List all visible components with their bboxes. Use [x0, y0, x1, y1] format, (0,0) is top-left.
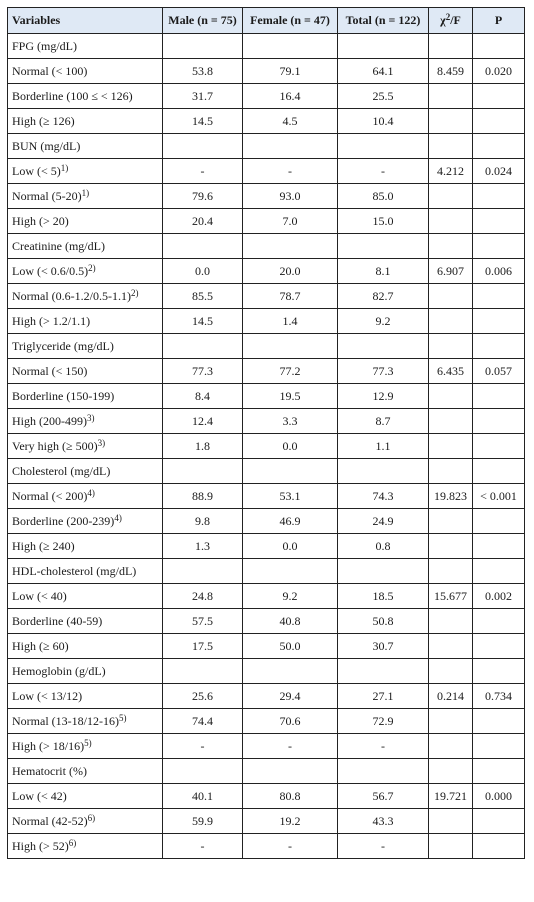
p-value: 0.020: [473, 59, 525, 84]
female-value: 0.0: [243, 534, 338, 559]
total-value: 50.8: [338, 609, 429, 634]
row-label-cell: [8, 59, 163, 84]
p-value: [473, 834, 525, 859]
row-label-cell: [8, 484, 163, 509]
male-value: 24.8: [163, 584, 243, 609]
p-value: 0.024: [473, 159, 525, 184]
table-row: [8, 609, 525, 634]
male-value: 79.6: [163, 184, 243, 209]
total-value: 8.7: [338, 409, 429, 434]
row-label: Normal (0.6-1.2/0.5-1.1): [12, 288, 131, 303]
row-label: Low (< 42): [12, 788, 67, 803]
table-row: [8, 784, 525, 809]
total-value: 56.7: [338, 784, 429, 809]
row-label: Borderline (100 ≤ < 126): [12, 88, 133, 103]
empty-cell: [243, 134, 338, 159]
chi-f-value: [429, 184, 473, 209]
header-female: Female (n = 47): [243, 8, 338, 34]
row-label-cell: [8, 284, 163, 309]
total-value: 43.3: [338, 809, 429, 834]
chi-f-value: [429, 634, 473, 659]
row-label-cell: [8, 309, 163, 334]
chi-f-value: 6.435: [429, 359, 473, 384]
table-row: [8, 59, 525, 84]
footnote-marker: 4): [114, 512, 122, 523]
p-value: [473, 284, 525, 309]
empty-cell: [429, 659, 473, 684]
p-value: < 0.001: [473, 484, 525, 509]
male-value: 40.1: [163, 784, 243, 809]
footnote-marker: 3): [87, 412, 95, 423]
female-value: 19.2: [243, 809, 338, 834]
table-row: [8, 434, 525, 459]
total-value: 9.2: [338, 309, 429, 334]
empty-cell: [473, 759, 525, 784]
chi-f-value: [429, 434, 473, 459]
chi-f-value: 4.212: [429, 159, 473, 184]
row-label: High (200-499): [12, 413, 87, 428]
female-value: 29.4: [243, 684, 338, 709]
table-row: [8, 534, 525, 559]
female-value: 4.5: [243, 109, 338, 134]
row-label-cell: [8, 784, 163, 809]
row-label: High (≥ 126): [12, 113, 75, 128]
male-value: 8.4: [163, 384, 243, 409]
group-row: [8, 34, 525, 59]
p-value: [473, 109, 525, 134]
empty-cell: [338, 559, 429, 584]
total-value: 64.1: [338, 59, 429, 84]
row-label-cell: [8, 634, 163, 659]
total-value: 85.0: [338, 184, 429, 209]
group-row: [8, 334, 525, 359]
empty-cell: [163, 659, 243, 684]
male-value: 1.3: [163, 534, 243, 559]
row-label-cell: [8, 359, 163, 384]
footnote-marker: 4): [87, 487, 95, 498]
empty-cell: [338, 34, 429, 59]
male-value: 57.5: [163, 609, 243, 634]
empty-cell: [338, 659, 429, 684]
total-value: 10.4: [338, 109, 429, 134]
chi-f-value: [429, 834, 473, 859]
chi-f-value: [429, 809, 473, 834]
male-value: 9.8: [163, 509, 243, 534]
footnote-marker: 1): [81, 187, 90, 198]
female-value: 70.6: [243, 709, 338, 734]
chi-symbol: χ: [440, 13, 446, 27]
male-value: -: [163, 734, 243, 759]
total-value: 18.5: [338, 584, 429, 609]
p-value: 0.734: [473, 684, 525, 709]
empty-cell: [473, 134, 525, 159]
male-value: 14.5: [163, 309, 243, 334]
row-label-cell: [8, 709, 163, 734]
empty-cell: [243, 334, 338, 359]
table-row: [8, 84, 525, 109]
group-label: BUN (mg/dL): [8, 134, 163, 159]
table-row: [8, 384, 525, 409]
female-value: 40.8: [243, 609, 338, 634]
header-total: Total (n = 122): [338, 8, 429, 34]
row-label-cell: [8, 809, 163, 834]
total-value: 24.9: [338, 509, 429, 534]
p-value: [473, 609, 525, 634]
row-label-cell: [8, 409, 163, 434]
empty-cell: [429, 334, 473, 359]
female-value: 16.4: [243, 84, 338, 109]
p-value: [473, 184, 525, 209]
row-label: Normal (< 100): [12, 63, 88, 78]
female-value: 79.1: [243, 59, 338, 84]
table-row: [8, 709, 525, 734]
male-value: 53.8: [163, 59, 243, 84]
footnote-marker: 6): [68, 837, 77, 848]
p-value: 0.006: [473, 259, 525, 284]
row-label-cell: [8, 209, 163, 234]
empty-cell: [243, 459, 338, 484]
group-row: [8, 134, 525, 159]
row-label-cell: [8, 384, 163, 409]
empty-cell: [243, 659, 338, 684]
table-row: [8, 684, 525, 709]
chi-f-value: 19.823: [429, 484, 473, 509]
empty-cell: [163, 459, 243, 484]
p-value: [473, 509, 525, 534]
footnote-marker: 5): [118, 712, 127, 723]
empty-cell: [473, 559, 525, 584]
empty-cell: [243, 759, 338, 784]
footnote-marker: 5): [84, 737, 92, 748]
table-row: [8, 259, 525, 284]
footnote-marker: 3): [97, 437, 106, 448]
table-row: [8, 734, 525, 759]
row-label: Normal (5-20): [12, 188, 82, 203]
female-value: 7.0: [243, 209, 338, 234]
row-label: Borderline (40-59): [12, 613, 103, 628]
empty-cell: [429, 759, 473, 784]
table-row: [8, 309, 525, 334]
total-value: -: [338, 834, 429, 859]
chi-f-value: [429, 509, 473, 534]
table-row: [8, 409, 525, 434]
header-variables: Variables: [8, 8, 163, 34]
empty-cell: [163, 134, 243, 159]
row-label-cell: [8, 584, 163, 609]
female-value: -: [243, 834, 338, 859]
chi-f-value: [429, 384, 473, 409]
empty-cell: [243, 34, 338, 59]
row-label: Normal (< 150): [12, 363, 88, 378]
p-value: [473, 534, 525, 559]
empty-cell: [429, 459, 473, 484]
group-label: FPG (mg/dL): [8, 34, 163, 59]
female-value: 9.2: [243, 584, 338, 609]
footnote-marker: 1): [60, 162, 69, 173]
female-value: 20.0: [243, 259, 338, 284]
chi-f-value: [429, 284, 473, 309]
p-value: [473, 634, 525, 659]
total-value: -: [338, 734, 429, 759]
table-row: [8, 634, 525, 659]
row-label: Normal (< 200): [12, 488, 88, 503]
table-row: [8, 209, 525, 234]
row-label: High (> 18/16): [12, 738, 85, 753]
male-value: 0.0: [163, 259, 243, 284]
total-value: 25.5: [338, 84, 429, 109]
female-value: -: [243, 734, 338, 759]
male-value: 25.6: [163, 684, 243, 709]
header-chi-square: [429, 8, 473, 34]
row-label: High (≥ 60): [12, 638, 69, 653]
p-value: [473, 434, 525, 459]
empty-cell: [338, 759, 429, 784]
chi-f-value: 19.721: [429, 784, 473, 809]
chi-f-value: [429, 734, 473, 759]
p-value: 0.057: [473, 359, 525, 384]
male-value: 20.4: [163, 209, 243, 234]
row-label-cell: [8, 834, 163, 859]
p-value: 0.002: [473, 584, 525, 609]
row-label: Low (< 40): [12, 588, 67, 603]
female-value: 0.0: [243, 434, 338, 459]
female-value: 93.0: [243, 184, 338, 209]
male-value: 17.5: [163, 634, 243, 659]
chi-tail: /F: [450, 13, 461, 27]
row-label: Low (< 0.6/0.5): [12, 263, 89, 278]
empty-cell: [429, 559, 473, 584]
row-label-cell: [8, 84, 163, 109]
male-value: 31.7: [163, 84, 243, 109]
chi-f-value: [429, 84, 473, 109]
row-label: Normal (13-18/12-16): [12, 713, 119, 728]
total-value: 77.3: [338, 359, 429, 384]
row-label: Borderline (200-239): [12, 513, 115, 528]
female-value: 50.0: [243, 634, 338, 659]
row-label-cell: [8, 534, 163, 559]
table-row: [8, 184, 525, 209]
female-value: 78.7: [243, 284, 338, 309]
male-value: 12.4: [163, 409, 243, 434]
male-value: 77.3: [163, 359, 243, 384]
table-body: [8, 34, 525, 859]
group-label: Creatinine (mg/dL): [8, 234, 163, 259]
chi-f-value: [429, 309, 473, 334]
row-label-cell: [8, 109, 163, 134]
chi-f-value: 6.907: [429, 259, 473, 284]
chi-f-value: [429, 709, 473, 734]
group-row: [8, 234, 525, 259]
row-label-cell: [8, 434, 163, 459]
row-label: Borderline (150-199): [12, 388, 115, 403]
empty-cell: [338, 134, 429, 159]
row-label: Very high (≥ 500): [12, 438, 98, 453]
female-value: 3.3: [243, 409, 338, 434]
row-label-cell: [8, 684, 163, 709]
male-value: 14.5: [163, 109, 243, 134]
empty-cell: [338, 459, 429, 484]
p-value: [473, 709, 525, 734]
chi-f-value: [429, 209, 473, 234]
p-value: [473, 309, 525, 334]
empty-cell: [163, 34, 243, 59]
row-label: High (> 1.2/1.1): [12, 313, 91, 328]
row-label: High (≥ 240): [12, 538, 75, 553]
total-value: 27.1: [338, 684, 429, 709]
chi-f-value: 15.677: [429, 584, 473, 609]
empty-cell: [429, 234, 473, 259]
p-value: [473, 734, 525, 759]
row-label: Normal (42-52): [12, 813, 88, 828]
male-value: -: [163, 159, 243, 184]
row-label: Low (< 5): [12, 163, 61, 178]
chi-f-value: [429, 534, 473, 559]
table-row: [8, 359, 525, 384]
total-value: 72.9: [338, 709, 429, 734]
table-row: [8, 809, 525, 834]
total-value: 74.3: [338, 484, 429, 509]
table-row: [8, 584, 525, 609]
footnote-marker: 2): [130, 287, 139, 298]
table-row: [8, 834, 525, 859]
total-value: 30.7: [338, 634, 429, 659]
chi-f-value: 8.459: [429, 59, 473, 84]
header-row: [8, 8, 525, 34]
chi-f-value: [429, 609, 473, 634]
male-value: -: [163, 834, 243, 859]
female-value: 46.9: [243, 509, 338, 534]
male-value: 85.5: [163, 284, 243, 309]
p-value: 0.000: [473, 784, 525, 809]
group-label: HDL-cholesterol (mg/dL): [8, 559, 163, 584]
row-label: High (> 52): [12, 838, 69, 853]
p-value: [473, 84, 525, 109]
total-value: -: [338, 159, 429, 184]
table-row: [8, 509, 525, 534]
empty-cell: [163, 759, 243, 784]
row-label-cell: [8, 184, 163, 209]
female-value: 1.4: [243, 309, 338, 334]
group-label: Cholesterol (mg/dL): [8, 459, 163, 484]
male-value: 1.8: [163, 434, 243, 459]
female-value: 19.5: [243, 384, 338, 409]
row-label-cell: [8, 509, 163, 534]
group-row: [8, 459, 525, 484]
empty-cell: [163, 334, 243, 359]
empty-cell: [163, 234, 243, 259]
total-value: 8.1: [338, 259, 429, 284]
row-label: High (> 20): [12, 213, 69, 228]
group-row: [8, 559, 525, 584]
p-value: [473, 209, 525, 234]
chi-f-value: 0.214: [429, 684, 473, 709]
header-male: Male (n = 75): [163, 8, 243, 34]
table-row: [8, 484, 525, 509]
results-table: [7, 7, 525, 859]
group-row: [8, 659, 525, 684]
row-label-cell: [8, 734, 163, 759]
empty-cell: [473, 234, 525, 259]
male-value: 59.9: [163, 809, 243, 834]
row-label-cell: [8, 609, 163, 634]
empty-cell: [473, 334, 525, 359]
p-value: [473, 809, 525, 834]
chi-f-value: [429, 109, 473, 134]
table-row: [8, 109, 525, 134]
total-value: 15.0: [338, 209, 429, 234]
table-row: [8, 159, 525, 184]
empty-cell: [429, 34, 473, 59]
empty-cell: [473, 34, 525, 59]
table-row: [8, 284, 525, 309]
empty-cell: [473, 659, 525, 684]
group-label: Hemoglobin (g/dL): [8, 659, 163, 684]
header-p: P: [473, 8, 525, 34]
female-value: 53.1: [243, 484, 338, 509]
empty-cell: [338, 334, 429, 359]
group-label: Hematocrit (%): [8, 759, 163, 784]
total-value: 0.8: [338, 534, 429, 559]
row-label-cell: [8, 159, 163, 184]
footnote-marker: 2): [88, 262, 96, 273]
total-value: 82.7: [338, 284, 429, 309]
p-value: [473, 409, 525, 434]
group-label: Triglyceride (mg/dL): [8, 334, 163, 359]
empty-cell: [429, 134, 473, 159]
row-label: Low (< 13/12): [12, 688, 83, 703]
footnote-marker: 6): [87, 812, 96, 823]
chi-f-value: [429, 409, 473, 434]
empty-cell: [163, 559, 243, 584]
female-value: -: [243, 159, 338, 184]
male-value: 88.9: [163, 484, 243, 509]
female-value: 77.2: [243, 359, 338, 384]
empty-cell: [473, 459, 525, 484]
chi-exponent: 2: [445, 12, 451, 22]
group-row: [8, 759, 525, 784]
p-value: [473, 384, 525, 409]
female-value: 80.8: [243, 784, 338, 809]
empty-cell: [338, 234, 429, 259]
male-value: 74.4: [163, 709, 243, 734]
total-value: 12.9: [338, 384, 429, 409]
total-value: 1.1: [338, 434, 429, 459]
empty-cell: [243, 559, 338, 584]
empty-cell: [243, 234, 338, 259]
row-label-cell: [8, 259, 163, 284]
